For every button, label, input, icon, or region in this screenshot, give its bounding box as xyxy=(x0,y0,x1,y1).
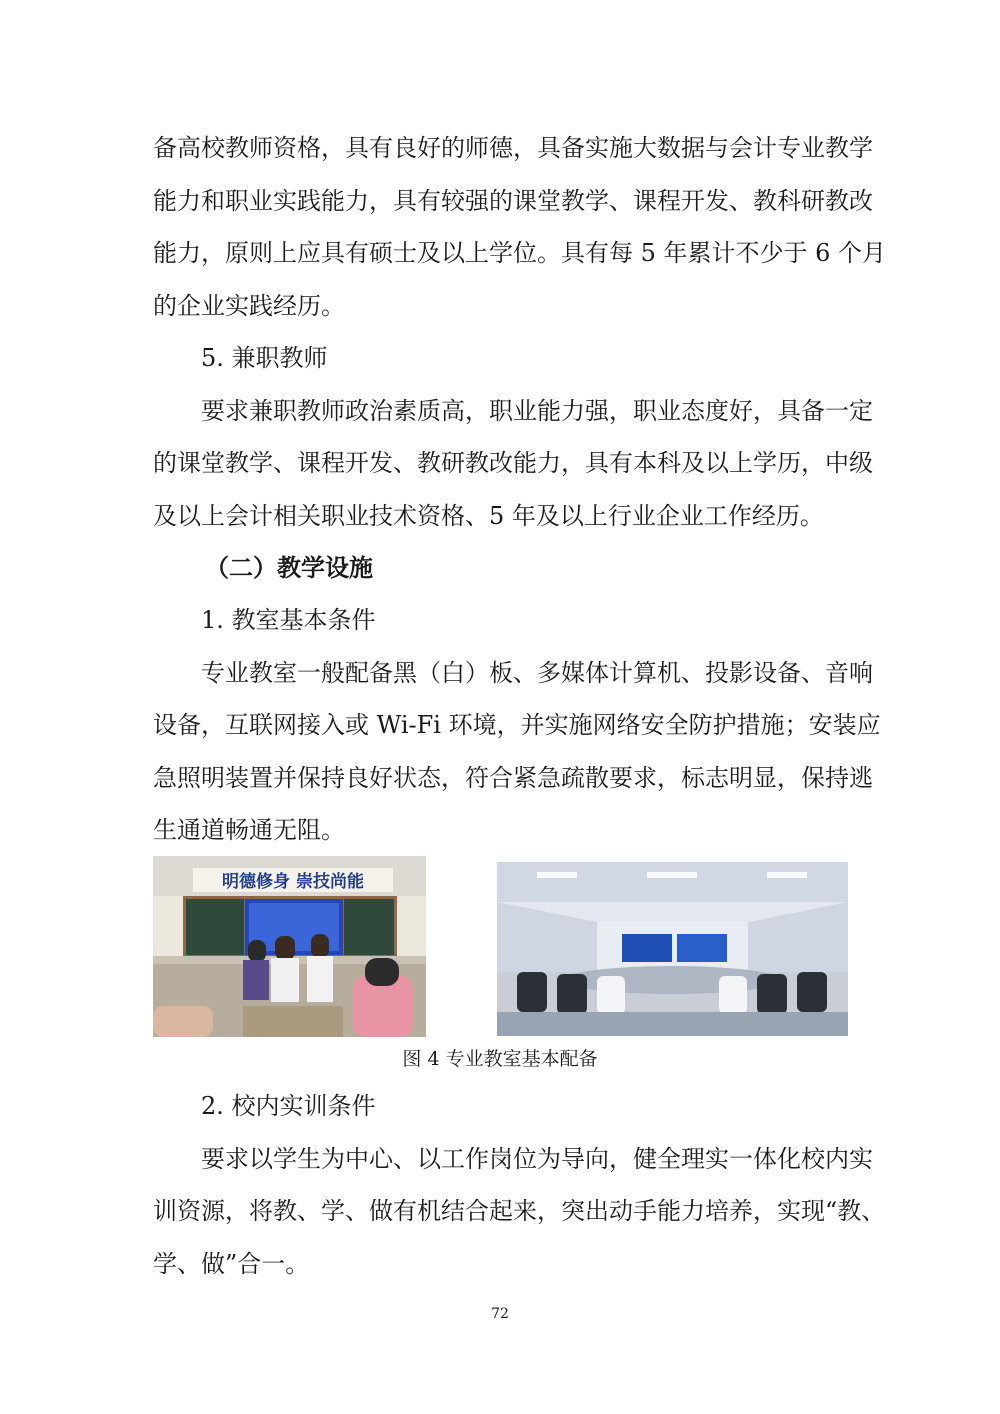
paragraph1-line-3: 能力，原则上应具有硕士及以上学位。具有每 5 年累计不少于 6 个月 xyxy=(153,239,887,267)
classroom-photo xyxy=(153,856,426,1037)
paragraph1-line-4: 的企业实践经历。 xyxy=(153,292,345,320)
item5-title: 5. 兼职教师 xyxy=(201,344,328,372)
item2-title: 2. 校内实训条件 xyxy=(201,1092,376,1120)
paragraph3-line-4: 生通道畅通无阻。 xyxy=(153,816,345,844)
paragraph2-line-2: 的课堂教学、课程开发、教研教改能力，具有本科及以上学历，中级 xyxy=(153,449,873,477)
paragraph2-line-1: 要求兼职教师政治素质高，职业能力强，职业态度好，具备一定 xyxy=(201,397,873,425)
page-number: 72 xyxy=(491,1306,509,1322)
paragraph4-line-3: 学、做”合一。 xyxy=(153,1250,310,1278)
paragraph1-line-2: 能力和职业实践能力，具有较强的课堂教学、课程开发、教科研教改 xyxy=(153,187,873,215)
section-heading-teaching-facilities: （二）教学设施 xyxy=(205,554,373,582)
item1-title: 1. 教室基本条件 xyxy=(201,606,376,634)
paragraph4-line-2: 训资源，将教、学、做有机结合起来，突出动手能力培养，实现“教、 xyxy=(153,1197,886,1225)
training-room-photo xyxy=(497,862,848,1036)
paragraph3-line-1: 专业教室一般配备黑（白）板、多媒体计算机、投影设备、音响 xyxy=(201,659,873,687)
figure-caption: 图 4 专业教室基本配备 xyxy=(402,1048,598,1070)
paragraph2-line-3: 及以上会计相关职业技术资格、5 年及以上行业企业工作经历。 xyxy=(153,502,824,530)
paragraph1-line-1: 备高校教师资格，具有良好的师德，具备实施大数据与会计专业教学 xyxy=(153,134,873,162)
paragraph3-line-2: 设备，互联网接入或 Wi-Fi 环境，并实施网络安全防护措施；安装应 xyxy=(153,711,881,739)
classroom-banner-text: 明德修身 崇技尚能 xyxy=(222,872,364,892)
paragraph4-line-1: 要求以学生为中心、以工作岗位为导向，健全理实一体化校内实 xyxy=(201,1145,873,1173)
paragraph3-line-3: 急照明装置并保持良好状态，符合紧急疏散要求，标志明显，保持逃 xyxy=(153,764,873,792)
